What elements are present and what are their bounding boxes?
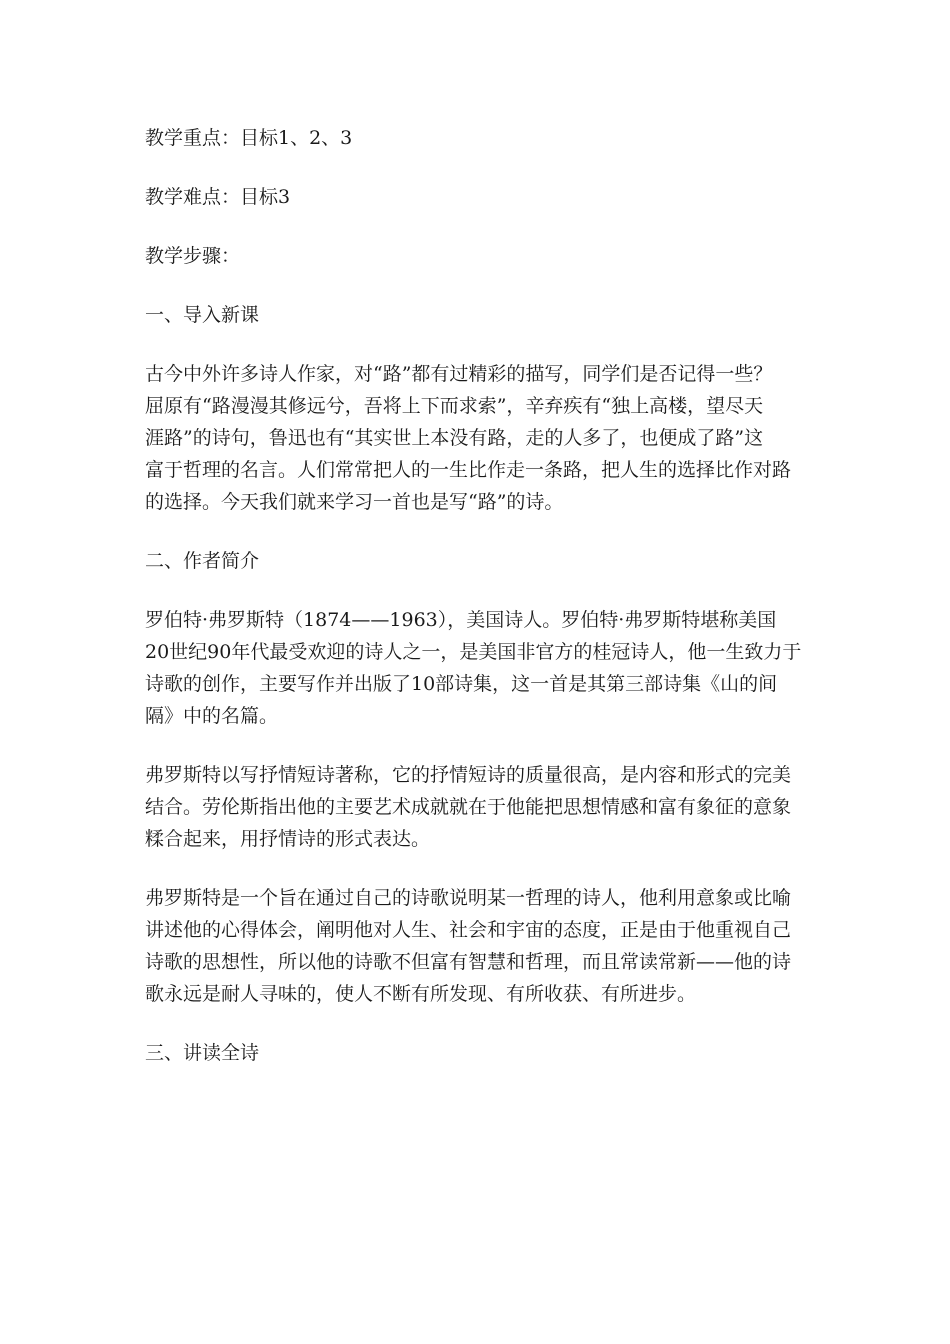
paragraph-line: 歌永远是耐人寻味的，使人不断有所发现、有所收获、有所进步。 (145, 983, 697, 1005)
paragraph-line: 的选择。今天我们就来学习一首也是写“路”的诗。 (145, 491, 564, 513)
paragraph-line: 屈原有“路漫漫其修远兮，吾将上下而求索”，辛弃疾有“独上高楼，望尽天 (145, 395, 764, 417)
paragraph-line: 结合。劳伦斯指出他的主要艺术成就就在于他能把思想情感和富有象征的意象 (145, 796, 792, 818)
paragraph-line: 诗歌的创作，主要写作并出版了10部诗集，这一首是其第三部诗集《山的间 (145, 673, 778, 695)
paragraph-author-philosophy (145, 882, 810, 1010)
paragraph-line: 弗罗斯特是一个旨在通过自己的诗歌说明某一哲理的诗人，他利用意象或比喻 (145, 887, 792, 909)
section-heading-reading: 三、讲读全诗 (145, 1042, 260, 1064)
paragraph-line: 20世纪90年代最受欢迎的诗人之一，是美国非官方的桂冠诗人，他一生致力于 (145, 641, 802, 663)
paragraph-line: 富于哲理的名言。人们常常把人的一生比作走一条路，把人生的选择比作对路 (145, 459, 792, 481)
paragraph-line: 隔》中的名篇。 (145, 705, 279, 727)
section-heading-intro: 一、导入新课 (145, 304, 260, 326)
paragraph-author-style (145, 759, 810, 855)
steps-label: 教学步骤： (145, 245, 241, 267)
paragraph-line: 糅合起来，用抒情诗的形式表达。 (145, 828, 431, 850)
section-heading-author: 二、作者简介 (145, 550, 260, 572)
key-points-line: 教学重点：目标1、2、3 (145, 127, 353, 149)
paragraph-line: 涯路”的诗句，鲁迅也有“其实世上本没有路，走的人多了，也便成了路”这 (145, 427, 764, 449)
paragraph-line: 罗伯特·弗罗斯特（1874——1963），美国诗人。罗伯特·弗罗斯特堪称美国 (145, 609, 777, 631)
document-page (145, 122, 810, 1096)
paragraph-author-bio (145, 604, 810, 732)
paragraph-line: 弗罗斯特以写抒情短诗著称，它的抒情短诗的质量很高，是内容和形式的完美 (145, 764, 792, 786)
paragraph-line: 诗歌的思想性，所以他的诗歌不但富有智慧和哲理，而且常读常新——他的诗 (145, 951, 792, 973)
paragraph-intro (145, 358, 810, 518)
paragraph-line: 古今中外许多诗人作家，对“路”都有过精彩的描写，同学们是否记得一些？ (145, 363, 773, 385)
difficulty-line: 教学难点：目标3 (145, 186, 291, 208)
paragraph-line: 讲述他的心得体会，阐明他对人生、社会和宇宙的态度，正是由于他重视自己 (145, 919, 792, 941)
